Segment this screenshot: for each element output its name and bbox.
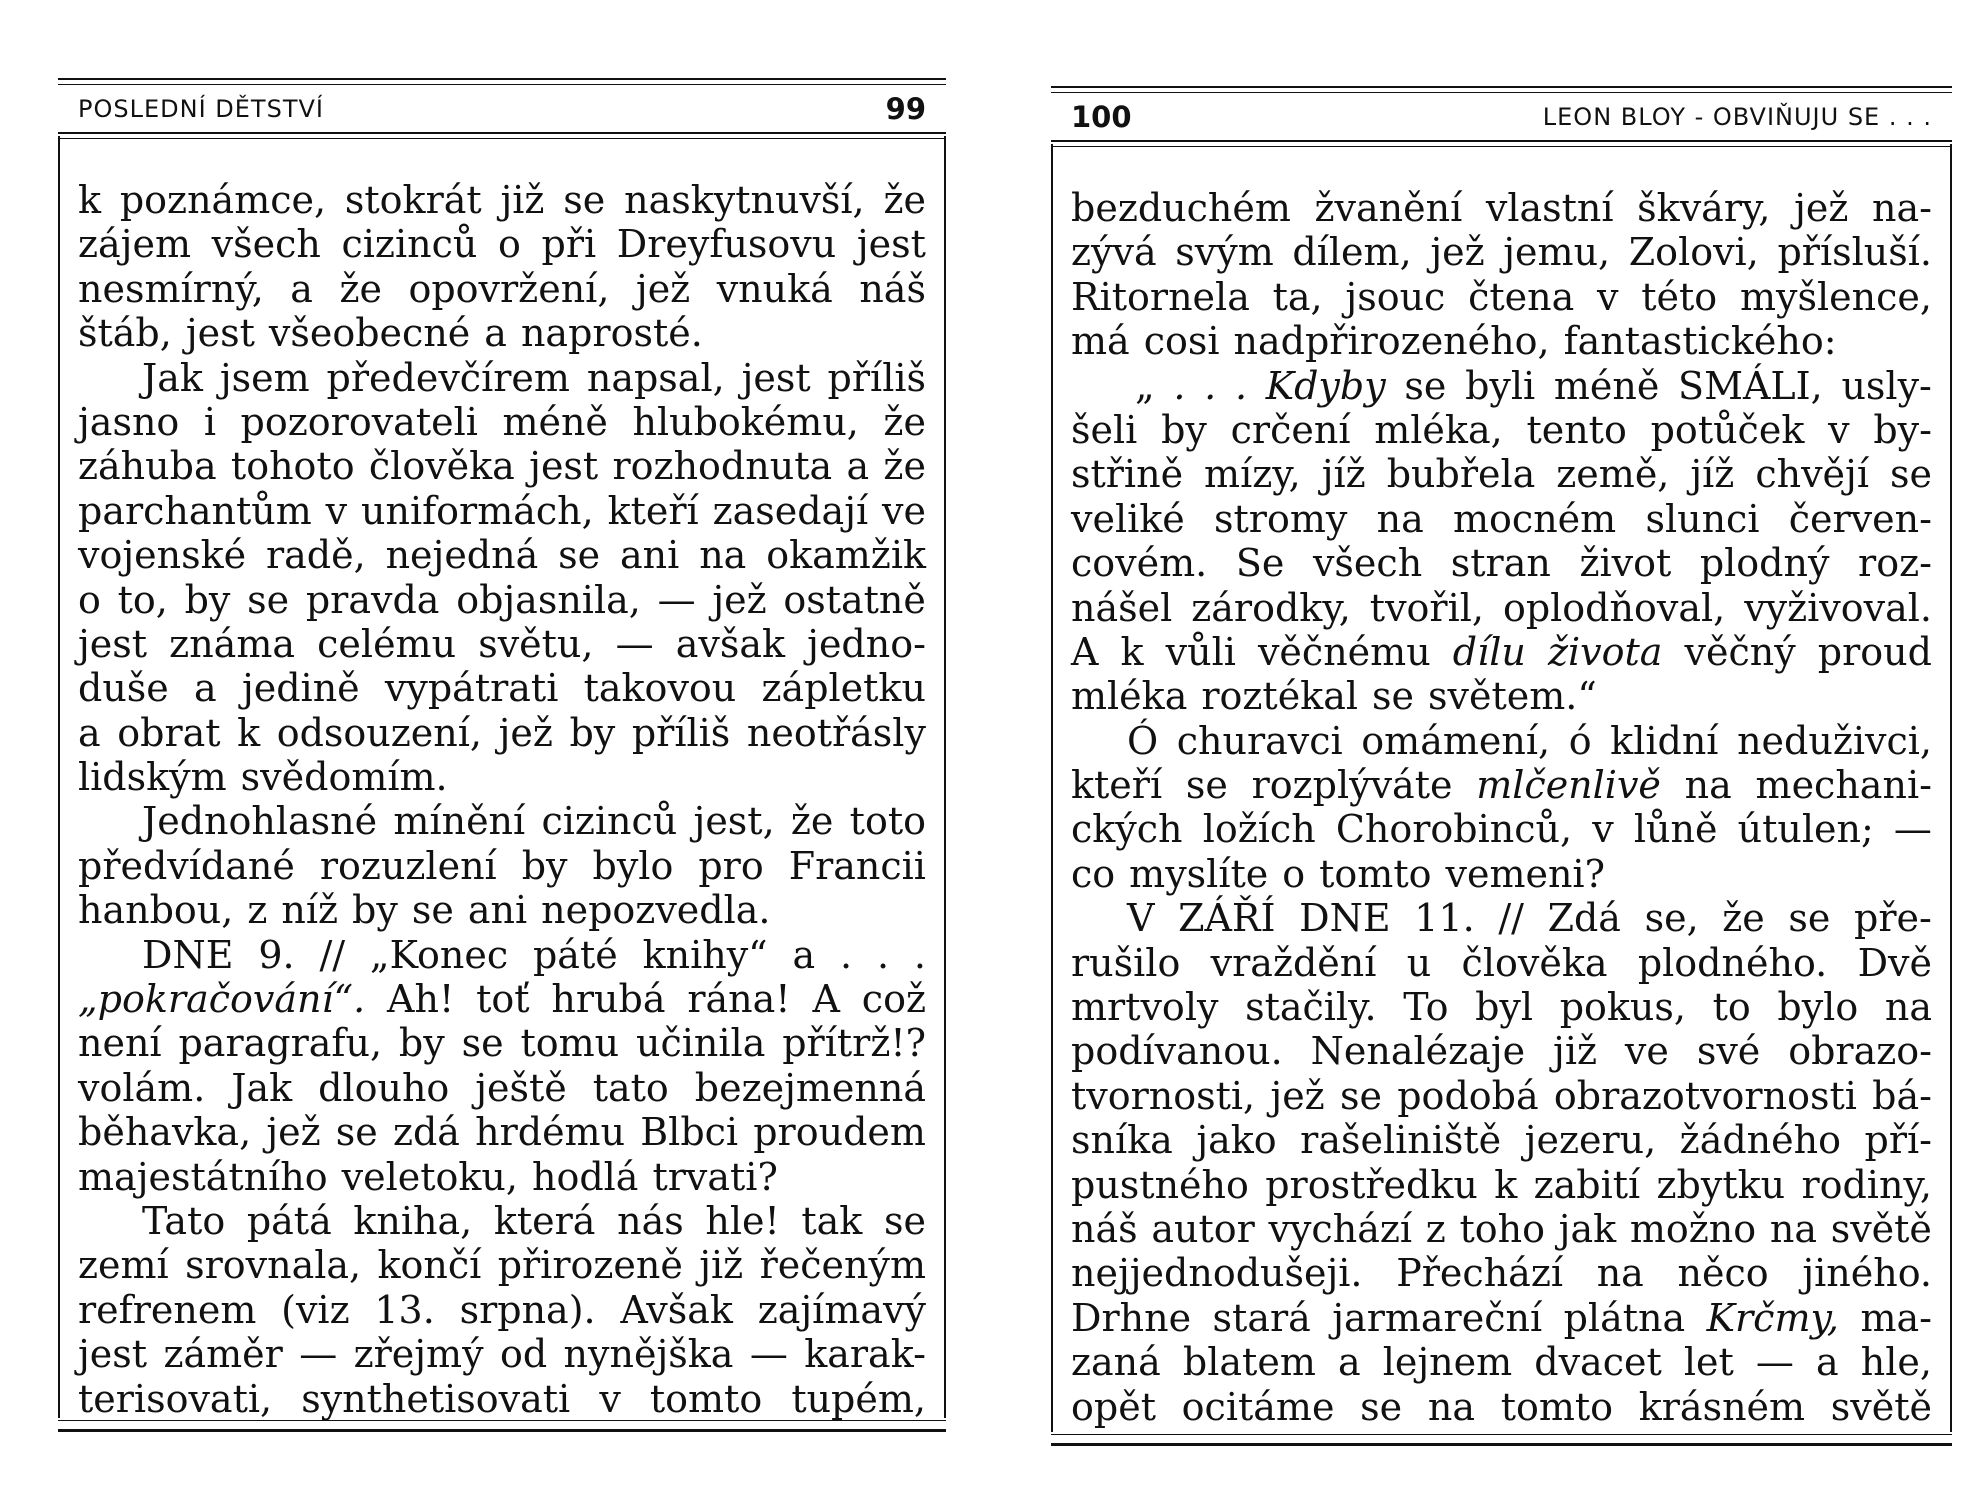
header-rule — [1051, 140, 1952, 147]
text-line: ckých ložích Chorobinců, v lůně útulen; — — [1071, 807, 1932, 852]
text-line: o to, by se pravda objasnila, — jež ostatně — [78, 577, 926, 622]
body-text — [78, 178, 926, 1421]
text-line: běhavka, jež se zdá hrdému Blbci proudem — [78, 1110, 926, 1155]
text-line: opět ocitáme se na tomto krásném světě — [1071, 1384, 1932, 1429]
page-number: 99 — [885, 92, 926, 126]
text-line: není paragrafu, by se tomu učinila přítrž!? — [78, 1021, 926, 1066]
text-line: mléka roztékal se světem.“ — [1071, 674, 1597, 719]
text-line: jest známa celému světu, — avšak jedno- — [78, 621, 926, 666]
text-line: zaná blatem a lejnem dvacet let — a hle, — [1071, 1340, 1932, 1385]
text-line: zájem všech cizinců o při Dreyfusovu jest — [78, 222, 926, 267]
text-line: nejjednodušeji. Přechází na něco jiného. — [1071, 1251, 1932, 1296]
page-number: 100 — [1071, 100, 1132, 134]
text-line: Ó churavci omámení, ó klidní neduživci, — [1127, 718, 1932, 763]
text-line: mrtvoly stačily. To byl pokus, to bylo na — [1071, 985, 1932, 1030]
text-line: „ . . . Kdyby se byli méně SMÁLI, usly- — [1135, 363, 1932, 408]
text-line: sníka jako rašeliniště jezeru, žádného pří- — [1071, 1118, 1932, 1163]
text-line: co myslíte o tomto vemeni? — [1071, 851, 1605, 896]
text-line: majestátního veletoku, hodlá trvati? — [78, 1154, 778, 1199]
text-line: lidským svědomím. — [78, 755, 448, 800]
body-text — [1071, 186, 1932, 1429]
text-line: zemí srovnala, končí přirozeně již řečeným — [78, 1243, 926, 1288]
text-line: volám. Jak dlouho ještě tato bezejmenná — [78, 1065, 926, 1110]
text-line: „pokračování“. Ah! toť hrubá rána! A což — [78, 977, 926, 1022]
text-line: V ZÁŘÍ DNE 11. // Zdá se, že se pře- — [1127, 896, 1932, 941]
text-line: Tato pátá kniha, která nás hle! tak se — [142, 1198, 926, 1243]
text-line: veliké stromy na mocném slunci červen- — [1071, 496, 1932, 541]
text-line: Jednohlasné mínění cizinců jest, že toto — [142, 799, 926, 844]
left-border — [1051, 144, 1053, 1432]
text-line: refrenem (viz 13. srpna). Avšak zajímavý — [78, 1287, 926, 1332]
text-line: kteří se rozplýváte mlčenlivě na mechani- — [1071, 763, 1932, 808]
text-line: A k vůli věčnému dílu života věčný proud — [1071, 629, 1932, 674]
text-line: tvornosti, jež se podobá obrazotvornosti bá- — [1071, 1073, 1932, 1118]
top-rule — [1051, 86, 1952, 93]
right-page — [1051, 86, 1952, 1446]
left-page — [58, 78, 946, 1432]
header-rule — [58, 132, 946, 139]
bottom-rule — [1051, 1434, 1952, 1446]
top-rule — [58, 78, 946, 85]
running-title: LEON BLOY - OBVIŇUJU SE . . . — [1542, 103, 1932, 131]
text-line: zývá svým dílem, jež jemu, Zolovi, přísluší. — [1071, 230, 1932, 275]
text-line: Ritornela ta, jsouc čtena v této myšlence, — [1071, 274, 1932, 319]
text-line: jasno i pozorovateli méně hlubokému, že — [78, 399, 926, 444]
text-line: bezduchém žvanění vlastní škváry, jež na- — [1071, 186, 1932, 230]
text-line: štáb, jest všeobecné a naprosté. — [78, 311, 703, 356]
text-line: terisovati, synthetisovati v tomto tupém, — [78, 1376, 926, 1421]
text-line: rušilo vraždění u člověka plodného. Dvě — [1071, 940, 1932, 985]
text-line: náš autor vychází z toho jak možno na světě — [1071, 1206, 1932, 1251]
left-border — [58, 136, 60, 1418]
text-line: jest záměr — zřejmý od nynějška — karak- — [78, 1332, 926, 1377]
text-line: DNE 9. // „Konec páté knihy“ a . . . — [142, 932, 926, 977]
text-line: Jak jsem předevčírem napsal, jest příliš — [142, 355, 926, 400]
text-line: záhuba tohoto člověka jest rozhodnuta a že — [78, 444, 926, 489]
text-line: Drhne stará jarmareční plátna Krčmy, ma- — [1071, 1295, 1932, 1340]
right-border — [1950, 144, 1952, 1432]
text-line: předvídané rozuzlení by bylo pro Francii — [78, 843, 926, 888]
text-line: hanbou, z níž by se ani nepozvedla. — [78, 888, 771, 933]
running-header — [1051, 96, 1952, 138]
text-line: pustného prostředku k zabití zbytku rodiny, — [1071, 1162, 1932, 1207]
text-line: vojenské radě, nejedná se ani na okamžik — [78, 533, 926, 578]
text-line: parchantům v uniformách, kteří zasedají ve — [78, 488, 926, 533]
text-line: duše a jedině vypátrati takovou zápletku — [78, 666, 926, 711]
text-line: šeli by crčení mléka, tento potůček v by- — [1071, 407, 1932, 452]
running-title: POSLEDNÍ DĚTSTVÍ — [78, 95, 324, 123]
text-line: má cosi nadpřirozeného, fantastického: — [1071, 319, 1837, 364]
text-line: covém. Se všech stran život plodný roz- — [1071, 541, 1932, 586]
right-border — [944, 136, 946, 1418]
text-line: a obrat k odsouzení, jež by příliš neotřásly — [78, 710, 926, 755]
bottom-rule — [58, 1420, 946, 1432]
text-line: střině mízy, jíž bubřela země, jíž chvějí se — [1071, 452, 1932, 497]
text-line: nášel zárodky, tvořil, oplodňoval, vyživoval. — [1071, 585, 1932, 630]
text-line: k poznámce, stokrát již se naskytnuvší, že — [78, 178, 926, 222]
text-line: podívanou. Nenalézaje již ve své obrazo- — [1071, 1029, 1932, 1074]
running-header — [58, 88, 946, 130]
text-line: nesmírný, a že opovržení, jež vnuká náš — [78, 266, 926, 311]
